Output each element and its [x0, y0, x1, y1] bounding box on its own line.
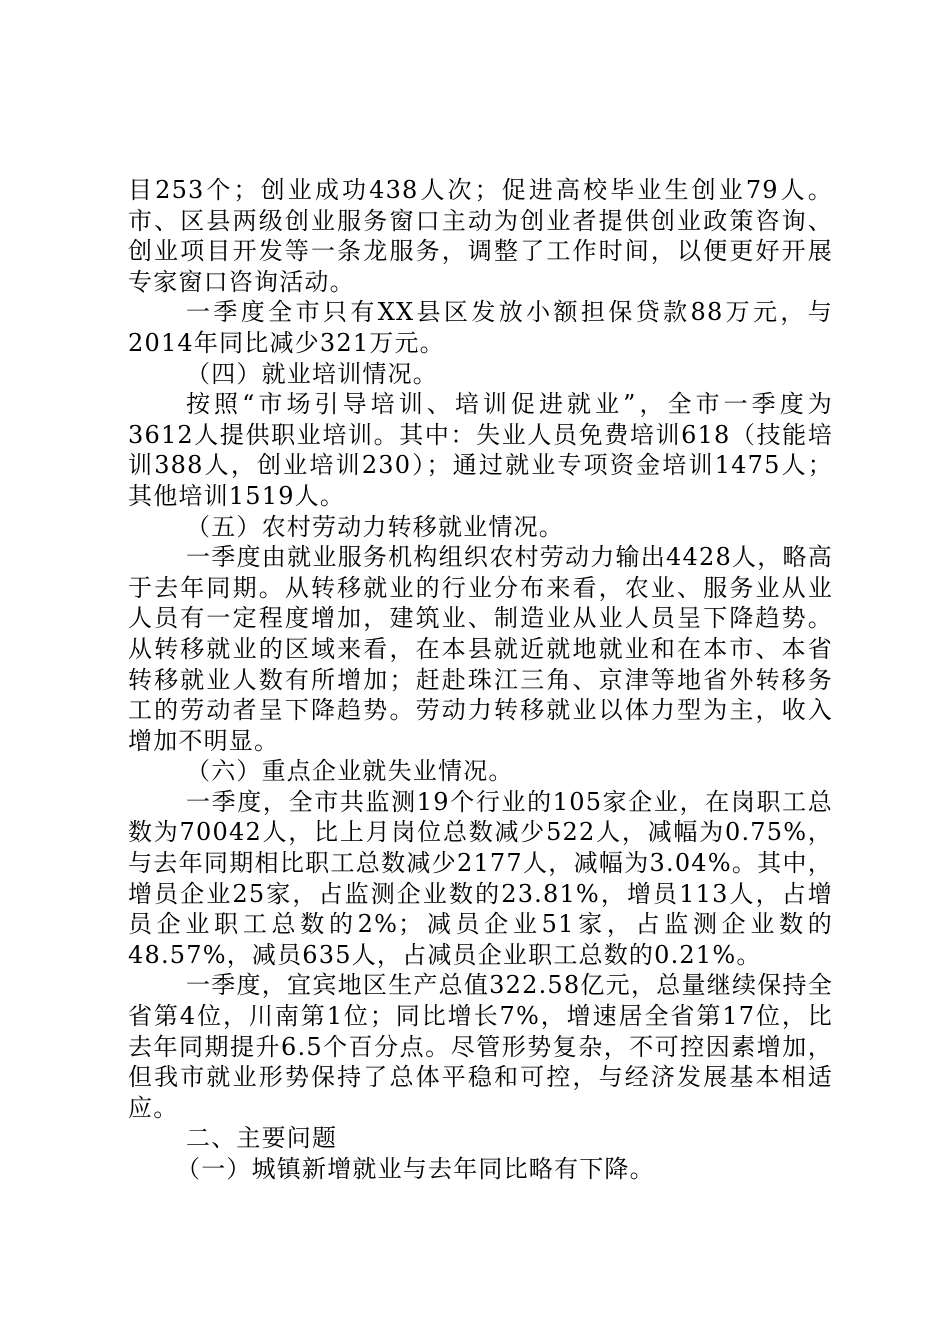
document-body	[128, 175, 833, 1185]
paragraph-key-enterprises: 一季度，全市共监测19个行业的105家企业，在岗职工总数为70042人，比上月岗位总数减少522人，减幅为0.75%，与去年同期相比职工总数减少2177人，减幅为3.04%。其中，增员企业25家，占监测企业数的23.81%，增员113人，占增员企业职工总数的2%；减员企业51家，占监测企业数的48.57%，减员635人，占减员企业职工总数的0.21%。	[128, 787, 833, 969]
paragraph-entrepreneurship: 目253个；创业成功438人次；促进高校毕业生创业79人。市、区县两级创业服务窗口主动为创业者提供创业政策咨询、创业项目开发等一条龙服务，调整了工作时间，以便更好开展专家窗口咨询活动。	[128, 176, 833, 296]
heading-rural-labor-transfer: （五）农村劳动力转移就业情况。	[186, 512, 564, 541]
heading-urban-employment-decline: （一）城镇新增就业与去年同比略有下降。	[176, 1155, 655, 1183]
heading-key-enterprises: （六）重点企业就失业情况。	[186, 757, 514, 786]
heading-employment-training: （四）就业培训情况。	[186, 359, 438, 388]
paragraph-employment-training: 按照“市场引导培训、培训促进就业”，全市一季度为3612人提供职业培训。其中：失业人员免费培训618（技能培训388人，创业培训230）；通过就业专项资金培训1475人；其他培训1519人。	[128, 390, 833, 510]
paragraph-rural-labor-transfer: 一季度由就业服务机构组织农村劳动力输出4428人，略高于去年同期。从转移就业的行业分布来看，农业、服务业从业人员有一定程度增加，建筑业、制造业从业人员呈下降趋势。从转移就业的区域来看，在本县就近就地就业和在本市、本省转移就业人数有所增加；赶赴珠江三角、京津等地省外转移务工的劳动者呈下降趋势。劳动力转移就业以体力型为主，收入增加不明显。	[128, 543, 833, 755]
heading-main-problems: 二、主要问题	[186, 1124, 338, 1153]
paragraph-guaranteed-loans: 一季度全市只有XX县区发放小额担保贷款88万元，与2014年同比减少321万元。	[128, 298, 833, 357]
paragraph-regional-gdp: 一季度，宜宾地区生产总值322.58亿元，总量继续保持全省第4位，川南第1位；同比增长7%，增速居全省第17位，比去年同期提升6.5个百分点。尽管形势复杂，不可控因素增加，但我市就业形势保持了总体平稳和可控，与经济发展基本相适应。	[128, 971, 833, 1122]
